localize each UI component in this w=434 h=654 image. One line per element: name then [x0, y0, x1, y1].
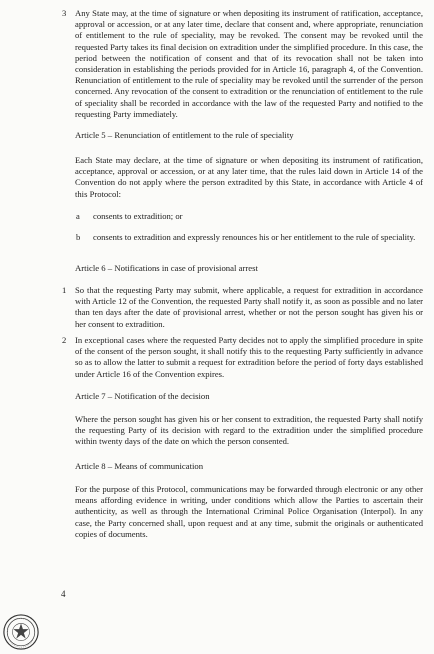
article5-intro: Each State may declare, at the time of signature or when depositing its instrument of ratification, acceptance, approval or accession, or at any later time, that the rules laid down in Article 14 of the Convention do not apply where the person extradited by this State, in accordance with Article 4 of this Protocol: — [75, 155, 423, 199]
paragraph-number: 2 — [62, 335, 67, 345]
article8-paragraph: For the purpose of this Protocol, communications may be forwarded through electronic or any other means affording evidence in writing, under conditions which allow the Parties to ascertain their authenticity, as well as through the International Criminal Police Organisation (Interpol). In any case, the Party concerned shall, upon request and at any time, submit the originals or authenticated copies of documents. — [75, 484, 423, 539]
article6-paragraph-2: In exceptional cases where the requested Party decides not to apply the simplified procedure in spite of the consent of the person sought, it shall notify this to the requesting Party sufficiently in advance so as to allow the latter to submit a request for extradition before the period of forty days established under Article 16 of the Convention expires. — [75, 335, 423, 379]
list-item: consents to extradition; or — [93, 211, 183, 221]
article4-paragraph-3: Any State may, at the time of signature or when depositing its instrument of ratification, acceptance, approval or accession, or at any later time, declare that consent and, where appropriate, renunciation of entitlement to the rule of speciality, may be revoked. The consent may be revoked until the requested Party takes its final decision on extradition under the simplified procedure. In this case, the period between the notification of consent and that of its revocation shall not be taken into consideration in establishing the periods provided for in Article 16, paragraph 4, of the Convention. Renunciation of entitlement to the rule of speciality may be revoked until the surrender of the person concerned. Any revocation of the consent to extradition or the renunciation of entitlement to the rule of speciality shall be recorded in accordance with the law of the requested Party and notified to the requesting Party immediately. — [75, 8, 423, 119]
page-number: 4 — [61, 589, 66, 599]
paragraph-number: 1 — [62, 285, 67, 295]
seal-stamp-icon — [2, 613, 40, 651]
article5-heading: Article 5 – Renunciation of entitlement to the rule of speciality — [75, 130, 294, 140]
article7-paragraph: Where the person sought has given his or her consent to extradition, the requested Party shall notify the requesting Party of its decision with regard to the extradition under the simplified procedure within twenty days of the date on which the person consented. — [75, 414, 423, 447]
list-letter: b — [76, 232, 81, 242]
article6-paragraph-1: So that the requesting Party may submit, where applicable, a request for extradition in accordance with Article 12 of the Convention, the requested Party shall notify it, as soon as possible and no later than ten days after the date of provisional arrest, whether or not the person sought has given his or her consent to extradition. — [75, 285, 423, 329]
list-letter: a — [76, 211, 80, 221]
article6-heading: Article 6 – Notifications in case of provisional arrest — [75, 263, 258, 273]
list-item: consents to extradition and expressly renounces his or her entitlement to the rule of speciality. — [93, 232, 416, 242]
paragraph-number: 3 — [62, 8, 67, 18]
article7-heading: Article 7 – Notification of the decision — [75, 391, 210, 401]
article8-heading: Article 8 – Means of communication — [75, 461, 204, 471]
